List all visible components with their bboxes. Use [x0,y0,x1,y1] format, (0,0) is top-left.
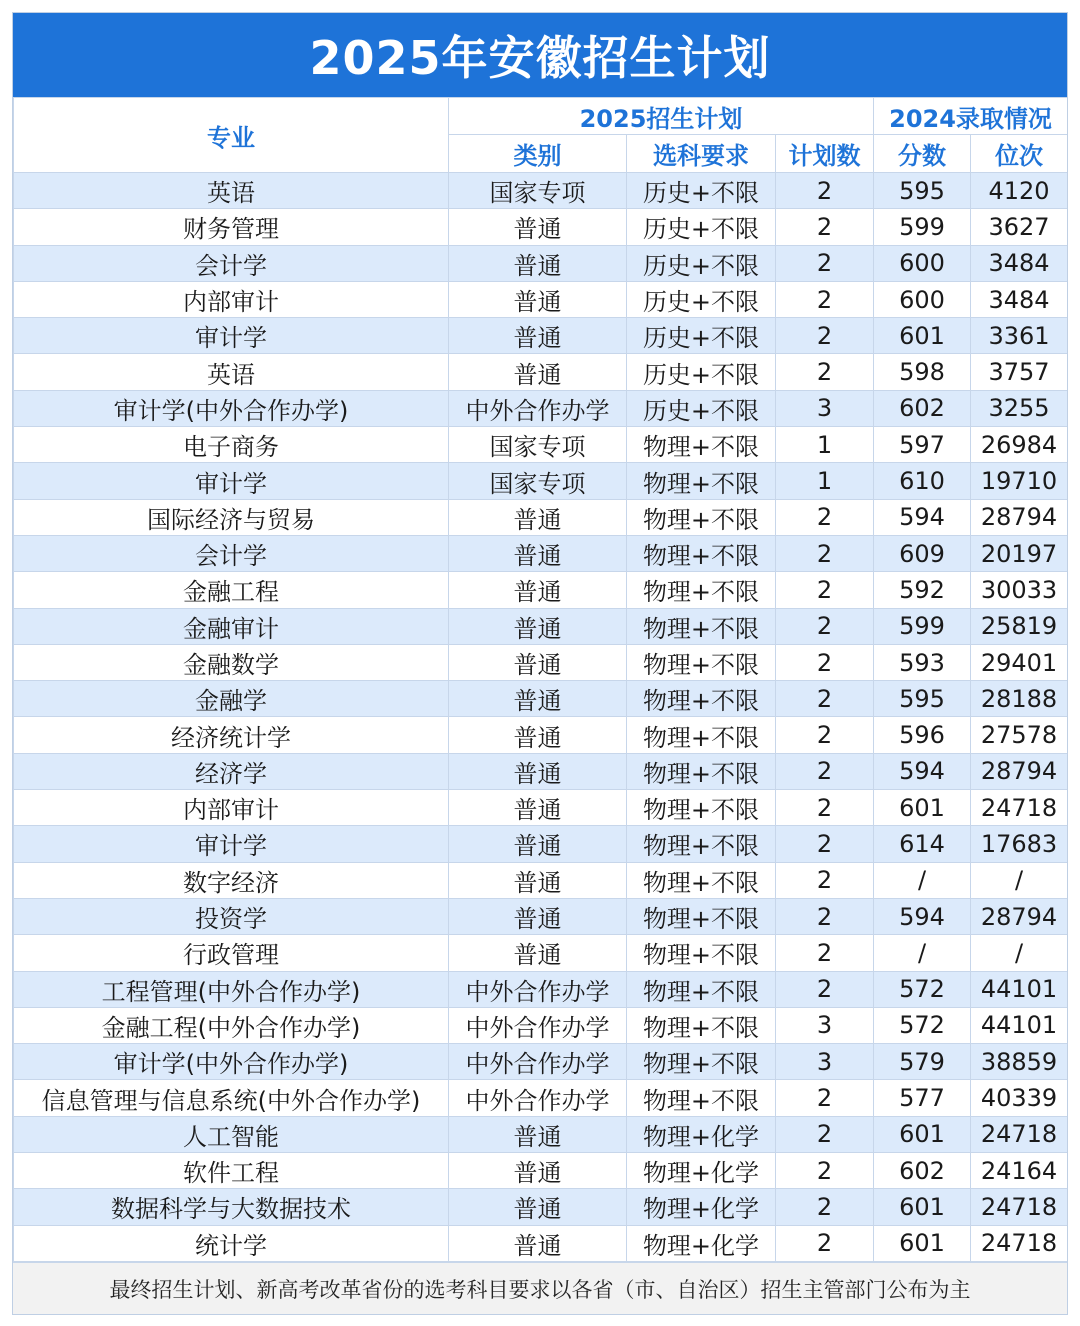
cell-subjects: 物理+不限 [627,572,776,608]
cell-subjects: 物理+不限 [627,862,776,898]
cell-score: 600 [874,281,971,317]
cell-plan-count: 3 [776,1044,874,1080]
cell-plan-count: 2 [776,826,874,862]
cell-score: 601 [874,318,971,354]
cell-rank: 3627 [971,209,1068,245]
cell-rank: 40339 [971,1080,1068,1116]
header-score: 分数 [874,135,971,173]
plan-table [13,97,1068,1262]
cell-rank: 29401 [971,644,1068,680]
cell-rank: 24164 [971,1153,1068,1189]
cell-score: 614 [874,826,971,862]
cell-subjects: 物理+不限 [627,898,776,934]
cell-major: 审计学 [14,826,449,862]
cell-category: 普通 [449,572,627,608]
cell-score: 602 [874,390,971,426]
cell-score: 599 [874,608,971,644]
header-admit-group: 2024录取情况 [874,98,1068,135]
cell-score: 594 [874,753,971,789]
table-row [14,390,1068,426]
cell-subjects: 物理+不限 [627,935,776,971]
cell-major: 投资学 [14,898,449,934]
cell-major: 软件工程 [14,1153,449,1189]
cell-plan-count: 2 [776,608,874,644]
cell-category: 普通 [449,245,627,281]
table-row [14,1044,1068,1080]
cell-score: 601 [874,790,971,826]
cell-plan-count: 2 [776,898,874,934]
table-row [14,898,1068,934]
cell-plan-count: 2 [776,1080,874,1116]
cell-subjects: 物理+不限 [627,753,776,789]
cell-plan-count: 1 [776,427,874,463]
cell-category: 普通 [449,318,627,354]
cell-major: 信息管理与信息系统(中外合作办学) [14,1080,449,1116]
cell-score: 602 [874,1153,971,1189]
cell-subjects: 物理+不限 [627,971,776,1007]
cell-major: 统计学 [14,1225,449,1261]
cell-major: 金融数学 [14,644,449,680]
cell-plan-count: 2 [776,681,874,717]
table-row [14,1189,1068,1225]
table-row [14,173,1068,209]
cell-subjects: 物理+不限 [627,644,776,680]
table-row [14,790,1068,826]
table-row [14,354,1068,390]
header-plan-count: 计划数 [776,135,874,173]
table-row [14,862,1068,898]
table-row [14,681,1068,717]
cell-subjects: 历史+不限 [627,354,776,390]
cell-score: 599 [874,209,971,245]
cell-rank: 38859 [971,1044,1068,1080]
cell-major: 内部审计 [14,790,449,826]
cell-plan-count: 2 [776,173,874,209]
cell-subjects: 历史+不限 [627,281,776,317]
cell-plan-count: 2 [776,790,874,826]
table-row [14,1116,1068,1152]
cell-subjects: 物理+不限 [627,608,776,644]
cell-rank: 3757 [971,354,1068,390]
cell-score: 598 [874,354,971,390]
cell-category: 普通 [449,753,627,789]
cell-score: 577 [874,1080,971,1116]
cell-plan-count: 2 [776,935,874,971]
cell-score: / [874,935,971,971]
cell-major: 数字经济 [14,862,449,898]
cell-category: 国家专项 [449,463,627,499]
cell-category: 普通 [449,826,627,862]
cell-major: 经济学 [14,753,449,789]
page-title: 2025年安徽招生计划 [13,13,1067,97]
cell-subjects: 物理+化学 [627,1225,776,1261]
cell-rank: 44101 [971,1007,1068,1043]
cell-score: 596 [874,717,971,753]
cell-plan-count: 3 [776,390,874,426]
plan-document [12,12,1068,1315]
table-row [14,717,1068,753]
cell-category: 普通 [449,717,627,753]
cell-subjects: 物理+不限 [627,790,776,826]
cell-subjects: 物理+不限 [627,535,776,571]
cell-major: 会计学 [14,245,449,281]
cell-major: 英语 [14,354,449,390]
cell-category: 普通 [449,1225,627,1261]
cell-category: 普通 [449,535,627,571]
cell-score: 600 [874,245,971,281]
cell-major: 财务管理 [14,209,449,245]
header-subjects: 选科要求 [627,135,776,173]
cell-subjects: 物理+不限 [627,717,776,753]
cell-rank: 24718 [971,1116,1068,1152]
table-row [14,572,1068,608]
cell-subjects: 历史+不限 [627,318,776,354]
cell-subjects: 物理+不限 [627,1007,776,1043]
cell-category: 中外合作办学 [449,1007,627,1043]
cell-score: 594 [874,499,971,535]
cell-rank: 27578 [971,717,1068,753]
footer-note: 最终招生计划、新高考改革省份的选考科目要求以各省（市、自治区）招生主管部门公布为主 [13,1262,1067,1315]
table-row [14,1153,1068,1189]
cell-plan-count: 2 [776,971,874,1007]
cell-category: 国家专项 [449,173,627,209]
table-row [14,318,1068,354]
table-row [14,281,1068,317]
cell-plan-count: 2 [776,499,874,535]
cell-category: 普通 [449,608,627,644]
cell-subjects: 历史+不限 [627,209,776,245]
cell-plan-count: 2 [776,572,874,608]
cell-subjects: 历史+不限 [627,390,776,426]
cell-plan-count: 1 [776,463,874,499]
cell-rank: / [971,862,1068,898]
cell-rank: 25819 [971,608,1068,644]
cell-rank: 4120 [971,173,1068,209]
cell-score: 597 [874,427,971,463]
table-row [14,935,1068,971]
cell-subjects: 物理+不限 [627,1044,776,1080]
cell-plan-count: 2 [776,245,874,281]
cell-major: 金融工程 [14,572,449,608]
cell-plan-count: 2 [776,209,874,245]
cell-category: 普通 [449,681,627,717]
cell-subjects: 物理+化学 [627,1153,776,1189]
cell-rank: 28794 [971,499,1068,535]
cell-category: 普通 [449,499,627,535]
cell-rank: 3361 [971,318,1068,354]
cell-category: 普通 [449,354,627,390]
cell-subjects: 物理+不限 [627,499,776,535]
cell-subjects: 物理+不限 [627,463,776,499]
table-row [14,608,1068,644]
cell-plan-count: 2 [776,644,874,680]
cell-subjects: 物理+不限 [627,681,776,717]
cell-subjects: 物理+化学 [627,1189,776,1225]
cell-rank: 26984 [971,427,1068,463]
cell-plan-count: 2 [776,281,874,317]
cell-rank: 24718 [971,1225,1068,1261]
table-body [14,173,1068,1262]
cell-score: 595 [874,681,971,717]
cell-score: 601 [874,1225,971,1261]
cell-score: 572 [874,971,971,1007]
cell-category: 普通 [449,898,627,934]
cell-major: 金融审计 [14,608,449,644]
table-row [14,427,1068,463]
table-row [14,463,1068,499]
cell-score: 610 [874,463,971,499]
cell-category: 普通 [449,281,627,317]
cell-subjects: 历史+不限 [627,245,776,281]
cell-category: 普通 [449,209,627,245]
header-rank: 位次 [971,135,1068,173]
cell-plan-count: 2 [776,535,874,571]
cell-rank: 20197 [971,535,1068,571]
cell-subjects: 历史+不限 [627,173,776,209]
cell-rank: 28794 [971,753,1068,789]
cell-plan-count: 2 [776,862,874,898]
cell-major: 经济统计学 [14,717,449,753]
cell-major: 行政管理 [14,935,449,971]
table-row [14,753,1068,789]
cell-plan-count: 2 [776,753,874,789]
table-row [14,971,1068,1007]
cell-category: 普通 [449,862,627,898]
table-row [14,826,1068,862]
cell-major: 工程管理(中外合作办学) [14,971,449,1007]
cell-category: 普通 [449,935,627,971]
table-row [14,1225,1068,1261]
cell-rank: 28794 [971,898,1068,934]
cell-major: 金融学 [14,681,449,717]
cell-subjects: 物理+不限 [627,826,776,862]
cell-major: 电子商务 [14,427,449,463]
cell-major: 人工智能 [14,1116,449,1152]
cell-rank: 3484 [971,281,1068,317]
cell-score: 594 [874,898,971,934]
cell-plan-count: 2 [776,1153,874,1189]
table-row [14,1007,1068,1043]
cell-plan-count: 2 [776,1116,874,1152]
cell-rank: 19710 [971,463,1068,499]
cell-plan-count: 2 [776,354,874,390]
table-row [14,644,1068,680]
cell-subjects: 物理+化学 [627,1116,776,1152]
cell-major: 英语 [14,173,449,209]
cell-major: 审计学 [14,318,449,354]
cell-rank: 44101 [971,971,1068,1007]
cell-rank: / [971,935,1068,971]
cell-plan-count: 2 [776,1225,874,1261]
cell-score: 609 [874,535,971,571]
cell-major: 审计学 [14,463,449,499]
cell-score: 595 [874,173,971,209]
header-plan-group: 2025招生计划 [449,98,874,135]
cell-rank: 3484 [971,245,1068,281]
table-row [14,499,1068,535]
cell-major: 内部审计 [14,281,449,317]
cell-score: 593 [874,644,971,680]
cell-major: 会计学 [14,535,449,571]
cell-rank: 3255 [971,390,1068,426]
table-row [14,209,1068,245]
cell-major: 审计学(中外合作办学) [14,1044,449,1080]
cell-category: 中外合作办学 [449,1044,627,1080]
cell-plan-count: 2 [776,318,874,354]
cell-major: 国际经济与贸易 [14,499,449,535]
cell-rank: 24718 [971,790,1068,826]
cell-score: / [874,862,971,898]
cell-score: 601 [874,1189,971,1225]
cell-major: 金融工程(中外合作办学) [14,1007,449,1043]
cell-rank: 30033 [971,572,1068,608]
cell-category: 普通 [449,1189,627,1225]
cell-category: 中外合作办学 [449,1080,627,1116]
cell-score: 592 [874,572,971,608]
cell-plan-count: 2 [776,717,874,753]
table-row [14,535,1068,571]
table-row [14,1080,1068,1116]
cell-category: 普通 [449,1116,627,1152]
cell-category: 普通 [449,1153,627,1189]
cell-rank: 24718 [971,1189,1068,1225]
cell-category: 普通 [449,644,627,680]
cell-category: 国家专项 [449,427,627,463]
cell-score: 572 [874,1007,971,1043]
cell-subjects: 物理+不限 [627,1080,776,1116]
cell-category: 中外合作办学 [449,971,627,1007]
cell-rank: 17683 [971,826,1068,862]
cell-score: 579 [874,1044,971,1080]
cell-category: 中外合作办学 [449,390,627,426]
cell-major: 审计学(中外合作办学) [14,390,449,426]
header-category: 类别 [449,135,627,173]
header-major: 专业 [14,98,449,173]
cell-plan-count: 2 [776,1189,874,1225]
cell-score: 601 [874,1116,971,1152]
cell-plan-count: 3 [776,1007,874,1043]
cell-category: 普通 [449,790,627,826]
cell-subjects: 物理+不限 [627,427,776,463]
cell-major: 数据科学与大数据技术 [14,1189,449,1225]
table-row [14,245,1068,281]
cell-rank: 28188 [971,681,1068,717]
